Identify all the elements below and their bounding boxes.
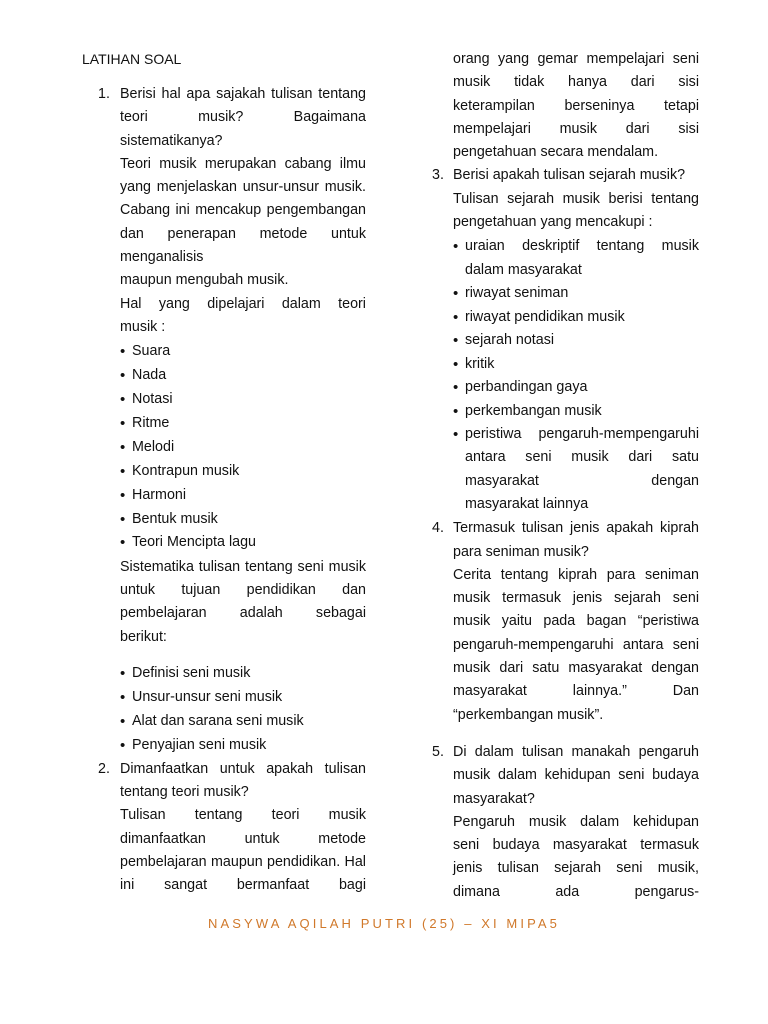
answer-definition: Teori musik merupakan cabang ilmu yang menjelaskan unsur-unsur musik. Cabang ini mencakup pengembangan dan penerapan metode untuk menganalisis maupun mengubah musik. bbox=[120, 155, 366, 289]
question-2-continued bbox=[432, 48, 699, 164]
list-item: • perbandingan gaya bbox=[453, 376, 699, 399]
list-item: • Ritme bbox=[120, 412, 366, 435]
question-number: 3. bbox=[432, 167, 444, 184]
question-5 bbox=[432, 741, 699, 904]
list-item: • Melodi bbox=[120, 436, 366, 459]
question-1 bbox=[82, 83, 366, 757]
list-item: • perkembangan musik bbox=[453, 400, 699, 423]
question-text: Termasuk tulisan jenis apakah kiprah para seniman musik? bbox=[453, 520, 699, 560]
left-column bbox=[82, 48, 366, 898]
right-column bbox=[432, 48, 699, 904]
list-item: • Suara bbox=[120, 340, 366, 363]
question-4 bbox=[432, 517, 699, 727]
list-item: • Notasi bbox=[120, 388, 366, 411]
question-text: Berisi hal apa sajakah tulisan tentang teori musik? Bagaimana sistematikanya? bbox=[120, 86, 366, 149]
question-number: 1. bbox=[98, 86, 110, 102]
list-item: • Unsur-unsur seni musik bbox=[120, 686, 366, 709]
list-item: • Harmoni bbox=[120, 484, 366, 507]
topics-list bbox=[120, 340, 366, 554]
list-item: • Kontrapun musik bbox=[120, 460, 366, 483]
answer-intro: Tulisan sejarah musik berisi tentang pengetahuan yang mencakupi : bbox=[453, 190, 699, 231]
question-text: Berisi apakah tulisan sejarah musik? bbox=[453, 167, 686, 184]
list-item: • riwayat pendidikan musik bbox=[453, 306, 699, 329]
author-footer: NASYWA AQILAH PUTRI (25) – XI MIPA5 bbox=[208, 916, 560, 931]
list-item: • kritik bbox=[453, 353, 699, 376]
answer-continued: orang yang gemar mempelajari seni musik tidak hanya dari sisi keterampilan berseninya tetapi mempelajari musik dari sisi pengetahuan secara mendalam. bbox=[453, 51, 699, 161]
list-item: • Alat dan sarana seni musik bbox=[120, 710, 366, 733]
list-item: • uraian deskriptif tentang musik dalam masyarakat bbox=[453, 235, 699, 282]
question-number: 4. bbox=[432, 520, 444, 537]
list-item: • sejarah notasi bbox=[453, 329, 699, 352]
question-2 bbox=[82, 758, 366, 898]
list-item: • riwayat seniman bbox=[453, 282, 699, 305]
question-text: Di dalam tulisan manakah pengaruh musik dalam kehidupan seni budaya masyarakat? bbox=[453, 743, 699, 807]
answer-text: Pengaruh musik dalam kehidupan seni budaya masyarakat termasuk jenis tulisan sejarah seni musik, dimana ada pengarus- bbox=[453, 813, 699, 900]
list-item: • Bentuk musik bbox=[120, 508, 366, 531]
answer-text: Cerita tentang kiprah para seniman musik termasuk jenis sejarah seni musik yaitu pada bagan “peristiwa pengaruh-mempengaruhi antara seni musik dari satu masyarakat dengan masyarakat lainnya.” Dan “perkembangan musik”. bbox=[453, 566, 699, 723]
systematics-list bbox=[120, 662, 366, 757]
list-item: • peristiwa pengaruh-mempengaruhi antara seni musik dari satu masyarakat dengan masyarakat lainnya bbox=[453, 423, 699, 516]
question-3 bbox=[432, 164, 699, 516]
answer-text: Tulisan tentang teori musik dimanfaatkan untuk metode pembelajaran maupun pendidikan. Hal ini sangat bermanfaat bagi bbox=[120, 807, 366, 894]
question-number: 2. bbox=[98, 760, 110, 777]
document-title: LATIHAN SOAL bbox=[82, 51, 182, 67]
history-topics-list bbox=[453, 235, 699, 516]
answer-systematics-intro: Sistematika tulisan tentang seni musik untuk tujuan pendidikan dan pembelajaran adalah sebagai berikut: bbox=[120, 558, 366, 645]
question-number: 5. bbox=[432, 743, 444, 760]
list-item: • Nada bbox=[120, 364, 366, 387]
list-item: • Teori Mencipta lagu bbox=[120, 531, 366, 554]
answer-topics-intro: Hal yang dipelajari dalam teori musik : bbox=[120, 295, 366, 335]
list-item: • Definisi seni musik bbox=[120, 662, 366, 685]
question-text: Dimanfaatkan untuk apakah tulisan tentang teori musik? bbox=[120, 760, 366, 801]
list-item: • Penyajian seni musik bbox=[120, 734, 366, 757]
